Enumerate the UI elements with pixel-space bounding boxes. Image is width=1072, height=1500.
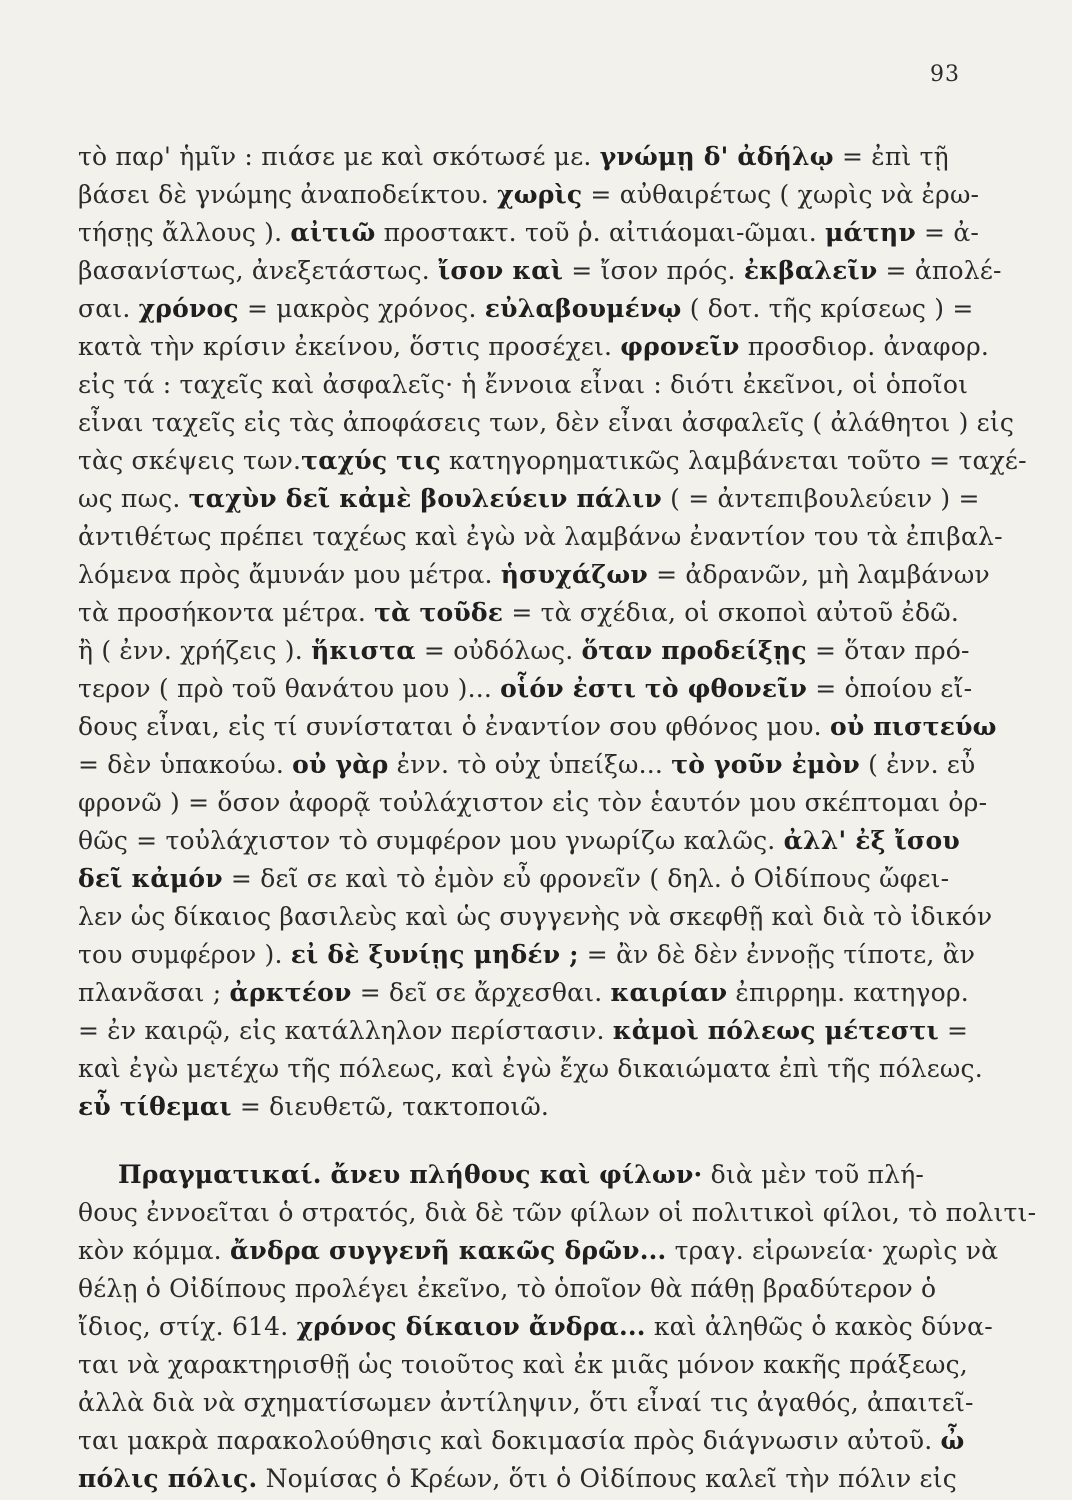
lemma-term: χρόνος δίκαιον ἄνδρα... <box>296 1312 646 1341</box>
gloss-text: = μακρὸς χρόνος. <box>238 294 485 323</box>
gloss-text: = <box>938 1016 969 1045</box>
gloss-text: τήσῃς ἄλλους ). <box>78 218 291 247</box>
gloss-text: λεν ὡς δίκαιος βασιλεὺς καὶ ὡς συγγενὴς νὰ σκεφθῇ καὶ διὰ τὸ ἰδικόν <box>78 902 993 931</box>
lemma-term: εἰ δὲ ξυνίῃς μηδέν ; <box>290 940 579 969</box>
text-line <box>78 178 978 214</box>
lemma-term: κἀμοὶ πόλεως μέτεστι <box>612 1016 939 1045</box>
gloss-text: εἰς τά : ταχεῖς καὶ ἀσφαλεῖς· ἡ ἔννοια εἶναι : διότι ἐκεῖνοι, οἱ ὁποῖοι <box>78 370 969 399</box>
gloss-text: = διευθετῶ, τακτοποιῶ. <box>231 1092 550 1121</box>
text-line <box>78 1052 983 1088</box>
lemma-term: πόλις πόλις. <box>78 1464 258 1493</box>
gloss-text: θους ἐννοεῖται ὁ στρατός, διὰ δὲ τῶν φίλων οἱ πολιτικοὶ φίλοι, τὸ πολιτι- <box>78 1198 1037 1227</box>
text-line <box>78 254 1002 290</box>
gloss-text: καὶ ἀληθῶς ὁ κακὸς δύνα- <box>645 1312 993 1341</box>
gloss-text: = δεῖ σε ἄρχεσθαι. <box>351 978 611 1007</box>
gloss-text: λόμενα πρὸς ἄμυνάν μου μέτρα. <box>78 560 501 589</box>
text-line <box>78 1310 993 1346</box>
gloss-text: = ἀ- <box>915 218 980 247</box>
gloss-text: = ἂν δὲ δὲν ἐννοῇς τίποτε, ἂν <box>578 940 976 969</box>
gloss-text: ἀλλὰ διὰ νὰ σχηματίσωμεν ἀντίληψιν, ὅτι εἶναί τις ἀγαθός, ἀπαιτεῖ- <box>78 1388 974 1417</box>
text-line <box>78 1014 978 1050</box>
gloss-text: ται νὰ χαρακτηρισθῇ ὡς τοιοῦτος καὶ ἐκ μιᾶς μόνον κακῆς πράξεως, <box>78 1350 968 1379</box>
gloss-text: θέλῃ ὁ Οἰδίπους προλέγει ἐκεῖνο, τὸ ὁποῖον θὰ πάθῃ βραδύτερον ὁ <box>78 1274 937 1303</box>
lemma-term: γνώμῃ δ' ἀδήλῳ <box>599 142 834 171</box>
gloss-text: ( ἐνν. εὖ <box>859 750 976 779</box>
text-line <box>78 1090 978 1126</box>
gloss-text: προστακτ. τοῦ ῥ. αἰτιάομαι-ῶμαι. <box>375 218 825 247</box>
gloss-text: κατηγορηματικῶς λαμβάνεται τοῦτο = ταχέ- <box>440 446 1027 475</box>
lemma-term: ἐκβαλεῖν <box>743 256 878 285</box>
text-line <box>78 444 1027 480</box>
lemma-term: ταχύς τις <box>301 446 441 475</box>
gloss-text: ται μακρὰ παρακολούθησις καὶ δοκιμασία πρὸς διάγνωσιν αὐτοῦ. <box>78 1426 941 1455</box>
gloss-text: κὸν κόμμα. <box>78 1236 230 1265</box>
text-line <box>78 406 1015 442</box>
gloss-text: βασανίστως, ἀνεξετάστως. <box>78 256 439 285</box>
text-line <box>78 596 978 632</box>
lemma-term: ἡσυχάζων <box>500 560 648 589</box>
page-number: 93 <box>930 62 960 87</box>
gloss-text: κατὰ τὴν κρίσιν ἐκείνου, ὅστις προσέχει. <box>78 332 621 361</box>
gloss-text: ἴδιος, στίχ. 614. <box>78 1312 297 1341</box>
text-line <box>78 520 1003 556</box>
text-line <box>78 368 978 404</box>
text-line <box>78 634 978 670</box>
lemma-term: ὅταν προδείξῃς <box>581 636 807 665</box>
lemma-term: ἴσον καὶ <box>438 256 564 285</box>
lemma-term: εὖ τίθεμαι <box>78 1092 232 1121</box>
lemma-term: χωρὶς <box>497 180 583 209</box>
gloss-text: πλανᾶσαι ; <box>78 978 230 1007</box>
gloss-text: του συμφέρον ). <box>78 940 291 969</box>
gloss-text: = ἐπὶ τῇ <box>833 142 949 171</box>
text-line <box>78 786 988 822</box>
text-line <box>78 1234 999 1270</box>
text-line <box>78 824 978 860</box>
text-line <box>78 558 990 594</box>
gloss-text: = τὰ σχέδια, οἱ σκοποὶ αὐτοῦ ἐδῶ. <box>503 598 959 627</box>
lemma-term: μάτην <box>825 218 916 247</box>
text-line <box>118 1158 1018 1194</box>
text-line <box>78 672 978 708</box>
text-line <box>78 900 993 936</box>
lemma-term: τὰ τοῦδε <box>374 598 504 627</box>
gloss-text: ( δοτ. τῆς κρίσεως ) = <box>681 294 974 323</box>
gloss-text: σαι. <box>78 294 139 323</box>
gloss-text: Νομίσας ὁ Κρέων, ὅτι ὁ Οἰδίπους καλεῖ τὴν πόλιν εἰς <box>257 1464 957 1493</box>
text-line <box>78 1272 978 1308</box>
gloss-text: καὶ ἐγὼ μετέχω τῆς πόλεως, καὶ ἐγὼ ἔχω δικαιώματα ἐπὶ τῆς πόλεως. <box>78 1054 983 1083</box>
text-line <box>78 1196 1037 1232</box>
gloss-text: ἐπιρρημ. κατηγορ. <box>727 978 969 1007</box>
lemma-term: ἄνευ πλήθους καὶ φίλων· <box>330 1160 703 1189</box>
gloss-text: ἀντιθέτως πρέπει ταχέως καὶ ἐγὼ νὰ λαμβάνω ἐναντίον του τὰ ἐπιβαλ- <box>78 522 1003 551</box>
text-line <box>78 216 978 252</box>
text-line <box>78 1462 978 1498</box>
lemma-term: οἷόν ἐστι τὸ φθονεῖν <box>500 674 808 703</box>
lemma-term: δεῖ κἀμόν <box>78 864 223 893</box>
text-line <box>78 482 978 518</box>
gloss-text: εἶναι ταχεῖς εἰς τὰς ἀποφάσεις των, δὲν εἶναι ἀσφαλεῖς ( ἀλάθητοι ) εἰς <box>78 408 1015 437</box>
lemma-term: ἀλλ' ἐξ ἴσου <box>783 826 960 855</box>
gloss-text: = οὐδόλως. <box>415 636 582 665</box>
lemma-term: οὐ πιστεύω <box>829 712 997 741</box>
lemma-term: ἀρκτέον <box>229 978 352 1007</box>
gloss-text: τερον ( πρὸ τοῦ θανάτου μου )... <box>78 674 501 703</box>
gloss-text: τὰς σκέψεις των. <box>78 446 302 475</box>
gloss-text: τὸ παρ' ἡμῖν : πιάσε με καὶ σκότωσέ με. <box>78 142 600 171</box>
gloss-text: = ὅταν πρό- <box>806 636 970 665</box>
text-line <box>78 1424 978 1460</box>
gloss-text: = ἴσον πρός. <box>563 256 744 285</box>
text-line <box>78 862 978 898</box>
lemma-term: αἰτιῶ <box>290 218 376 247</box>
gloss-text: = αὐθαιρέτως ( χωρὶς νὰ ἐρω- <box>582 180 980 209</box>
lemma-term: εὐλαβουμένῳ <box>484 294 682 323</box>
gloss-text: = ἀδρανῶν, μὴ λαμβάνων <box>647 560 990 589</box>
lemma-term: φρονεῖν <box>620 332 740 361</box>
text-line <box>78 1386 978 1422</box>
gloss-text: = δὲν ὑπακούω. <box>78 750 293 779</box>
gloss-text: τραγ. εἰρωνεία· χωρὶς νὰ <box>666 1236 999 1265</box>
text-line <box>78 976 978 1012</box>
gloss-text: ( = ἀντεπιβουλεύειν ) = <box>661 484 980 513</box>
lemma-term: ἥκιστα <box>311 636 416 665</box>
gloss-text: ἐνν. τὸ οὐχ ὑπείξω... <box>388 750 672 779</box>
gloss-text: = δεῖ σε καὶ τὸ ἐμὸν εὖ φρονεῖν ( δηλ. ὁ Οἰδίπους ὤφει- <box>222 864 950 893</box>
gloss-text: δους εἶναι, εἰς τί συνίσταται ὁ ἐναντίον σου φθόνος μου. <box>78 712 830 741</box>
lemma-term: Πραγματικαί. <box>118 1160 331 1189</box>
gloss-text: ως πως. <box>78 484 189 513</box>
lemma-term: ἄνδρα συγγενῆ κακῶς δρῶν... <box>229 1236 667 1265</box>
text-line <box>78 330 990 366</box>
lemma-term: χρόνος <box>138 294 239 323</box>
gloss-text: θῶς = τοὐλάχιστον τὸ συμφέρον μου γνωρίζω καλῶς. <box>78 826 784 855</box>
gloss-text: τὰ προσήκοντα μέτρα. <box>78 598 375 627</box>
gloss-text: διὰ μὲν τοῦ πλή- <box>702 1160 925 1189</box>
gloss-text: ἢ ( ἐνν. χρήζεις ). <box>78 636 312 665</box>
lemma-term: οὐ γὰρ <box>292 750 389 779</box>
text-line <box>78 938 978 974</box>
gloss-text: φρονῶ ) = ὅσον ἀφορᾷ τοὐλάχιστον εἰς τὸν ἑαυτόν μου σκέπτομαι ὀρ- <box>78 788 988 817</box>
lemma-term: καιρίαν <box>610 978 728 1007</box>
lemma-term: τὸ γοῦν ἐμὸν <box>671 750 860 779</box>
gloss-text: = ὁποίου εἴ- <box>807 674 973 703</box>
gloss-text: = ἐν καιρῷ, εἰς κατάλληλον περίστασιν. <box>78 1016 613 1045</box>
gloss-text: προσδιορ. ἀναφορ. <box>739 332 990 361</box>
gloss-text: = ἀπολέ- <box>877 256 1002 285</box>
text-line <box>78 1348 978 1384</box>
text-line <box>78 140 978 176</box>
lemma-term: ὦ <box>940 1426 965 1455</box>
gloss-text: βάσει δὲ γνώμης ἀναποδείκτου. <box>78 180 498 209</box>
text-line <box>78 292 978 328</box>
text-line <box>78 748 978 784</box>
text-line <box>78 710 997 746</box>
lemma-term: ταχὺν δεῖ κἀμὲ βουλεύειν πάλιν <box>188 484 662 513</box>
